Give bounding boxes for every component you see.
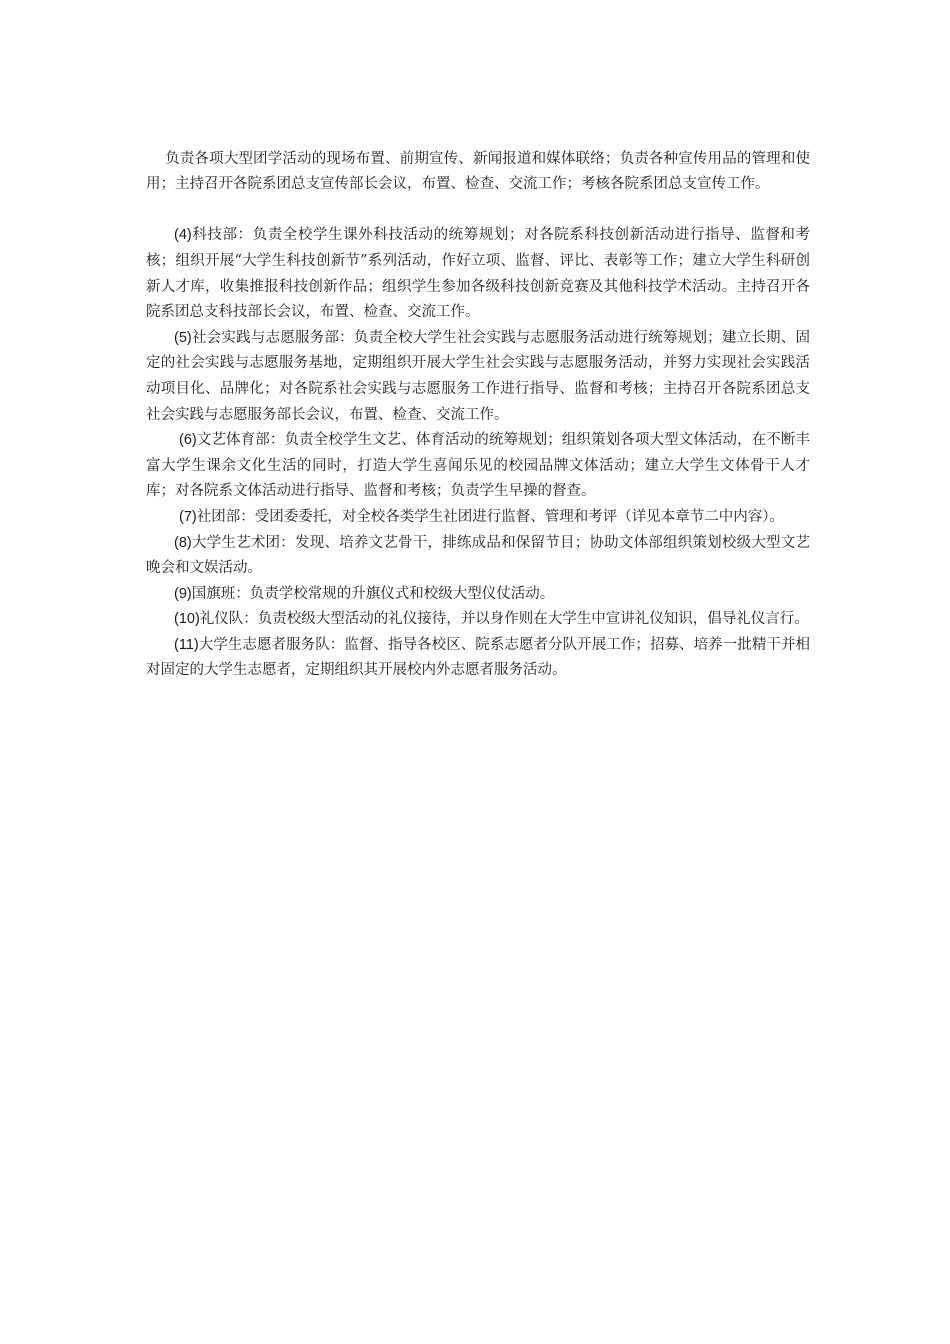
item-number: (5) — [174, 329, 192, 346]
paragraph-text: 社会实践与志愿服务部：负责全校大学生社会实践与志愿服务活动进行统筹规划；建立长期、固定的社会实践与志愿服务基地，定期组织开展大学生社会实践与志愿服务活动，并努力实现社会实践活动项目化、品牌化；对各院系社会实践与志愿服务工作进行指导、监督和考核；主持召开各院系团总支社会实践与志愿服务部长会议，布置、检查、交流工作。 — [146, 329, 810, 423]
paragraph-item-8 — [146, 531, 810, 582]
paragraph-text: 大学生艺术团：发现、培养文艺骨干，排练成品和保留节目；协助文体部组织策划校级大型文艺晚会和文娱活动。 — [146, 534, 810, 577]
paragraph-continuation — [146, 121, 810, 223]
item-number: (4) — [174, 227, 192, 244]
paragraph-item-11 — [146, 633, 810, 684]
item-number: (8) — [174, 534, 192, 551]
item-number: (9) — [174, 585, 192, 602]
paragraph-text: 负责各项大型团学活动的现场布置、前期宣传、新闻报道和媒体联络；负责各种宣传用品的管理和使用；主持召开各院系团总支宣传部长会议，布置、检查、交流工作；考核各院系团总支宣传工作。 — [146, 150, 811, 193]
paragraph-text: 社团部：受团委委托，对全校各类学生社团进行监督、管理和考评（详见本章节二中内容）。 — [196, 508, 784, 525]
paragraph-text: 大学生志愿者服务队：监督、指导各校区、院系志愿者分队开展工作；招募、培养一批精干并相对固定的大学生志愿者，定期组织其开展校内外志愿者服务活动。 — [146, 636, 810, 679]
item-number: (6) — [179, 432, 197, 449]
paragraph-text: 国旗班：负责学校常规的升旗仪式和校级大型仪仗活动。 — [191, 585, 555, 602]
paragraph-item-6 — [146, 428, 810, 505]
paragraph-item-10 — [146, 607, 810, 633]
item-number: (11) — [174, 636, 199, 653]
paragraph-text: 礼仪队：负责校级大型活动的礼仪接待，并以身作则在大学生中宣讲礼仪知识，倡导礼仪言行。 — [199, 611, 809, 628]
item-number: (7) — [179, 508, 197, 525]
paragraph-text: 科技部：负责全校学生课外科技活动的统筹规划；对各院系科技创新活动进行指导、监督和考核；组织开展“大学生科技创新节”系列活动，作好立项、监督、评比、表彰等工作；建立大学生科研创新人才库，收集推报科技创新作品；组织学生参加各级科技创新竞赛及其他科技学术活动。主持召开各院系团总支科技部长会议，布置、检查、交流工作。 — [146, 227, 810, 321]
paragraph-item-5 — [146, 326, 810, 428]
paragraph-item-7 — [146, 505, 810, 531]
paragraph-text: 文艺体育部：负责全校学生文艺、体育活动的统筹规划；组织策划各项大型文体活动，在不断丰富大学生课余文化生活的同时，打造大学生喜闻乐见的校园品牌文体活动；建立大学生文体骨干人才库；对各院系文体活动进行指导、监督和考核；负责学生早操的督查。 — [146, 432, 810, 500]
paragraph-item-9 — [146, 582, 810, 608]
item-number: (10) — [174, 611, 200, 628]
document-body — [146, 121, 810, 684]
paragraph-item-4 — [146, 223, 810, 325]
